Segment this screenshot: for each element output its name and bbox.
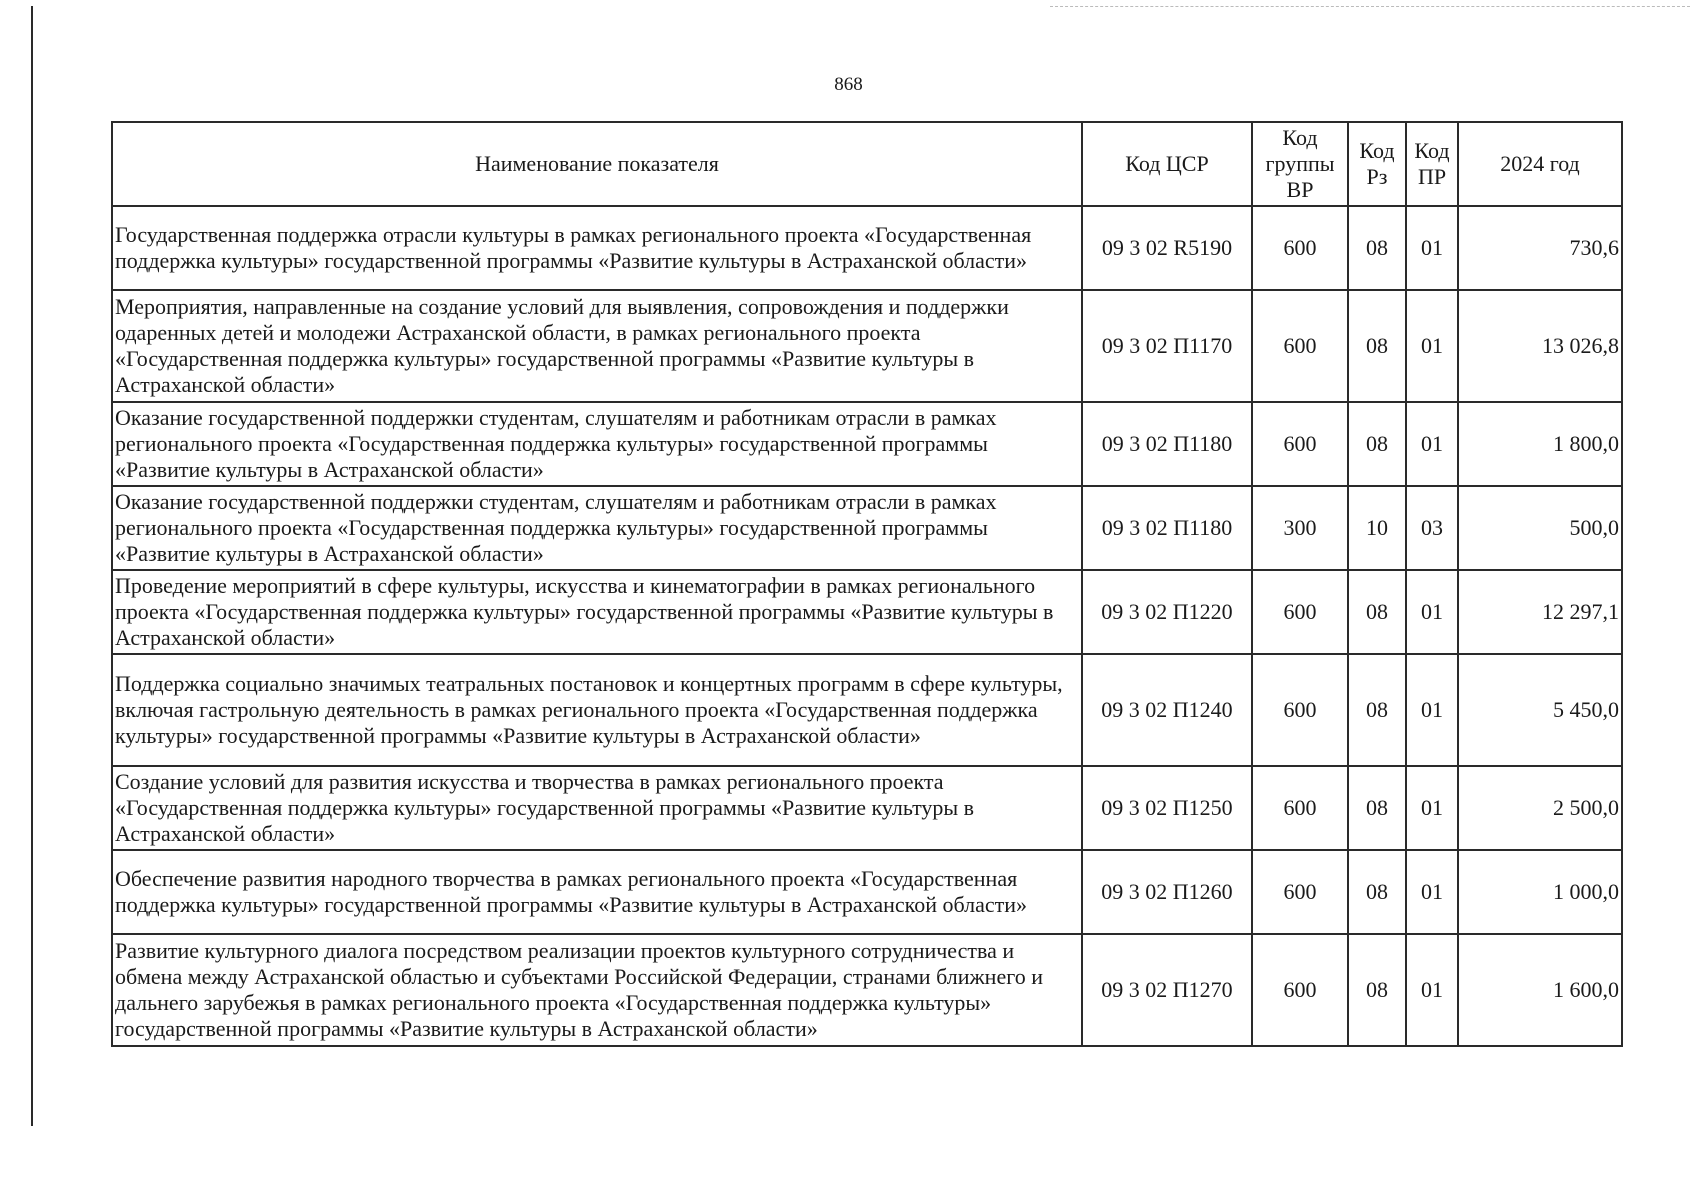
cell-vr: 600 — [1252, 206, 1348, 290]
cell-vr: 600 — [1252, 402, 1348, 486]
header-name: Наименование показателя — [112, 122, 1082, 206]
cell-amount: 730,6 — [1458, 206, 1622, 290]
cell-vr: 600 — [1252, 570, 1348, 654]
cell-vr: 600 — [1252, 290, 1348, 402]
budget-table — [111, 121, 1623, 1047]
cell-vr: 600 — [1252, 934, 1348, 1046]
table-row — [112, 290, 1622, 402]
cell-rz: 08 — [1348, 766, 1406, 850]
cell-vr: 600 — [1252, 654, 1348, 766]
cell-csr: 09 3 02 П1180 — [1082, 486, 1252, 570]
header-csr: Код ЦСР — [1082, 122, 1252, 206]
cell-name: Поддержка социально значимых театральных постановок и концертных программ в сфере культуры, включая гастрольную деятельность в рамках регионального проекта «Государственная поддержка культуры» государственной программы «Развитие культуры в Астраханской области» — [112, 654, 1082, 766]
cell-csr: 09 3 02 R5190 — [1082, 206, 1252, 290]
table-body — [112, 206, 1622, 1046]
cell-name: Мероприятия, направленные на создание условий для выявления, сопровождения и поддержки одаренных детей и молодежи Астраханской области, в рамках регионального проекта «Государственная поддержка культуры» государственной программы «Развитие культуры в Астраханской области» — [112, 290, 1082, 402]
cell-amount: 5 450,0 — [1458, 654, 1622, 766]
table-row — [112, 486, 1622, 570]
table-row — [112, 850, 1622, 934]
cell-vr: 600 — [1252, 850, 1348, 934]
cell-pr: 01 — [1406, 850, 1458, 934]
table-row — [112, 206, 1622, 290]
cell-name: Проведение мероприятий в сфере культуры, искусства и кинематографии в рамках регионального проекта «Государственная поддержка культуры» государственной программы «Развитие культуры в Астраханской области» — [112, 570, 1082, 654]
cell-rz: 08 — [1348, 934, 1406, 1046]
cell-csr: 09 3 02 П1270 — [1082, 934, 1252, 1046]
cell-amount: 2 500,0 — [1458, 766, 1622, 850]
table-row — [112, 934, 1622, 1046]
header-rz-line-2: Рз — [1366, 164, 1388, 189]
cell-name: Оказание государственной поддержки студентам, слушателям и работникам отрасли в рамках регионального проекта «Государственная поддержка культуры» государственной программы «Развитие культуры в Астраханской области» — [112, 486, 1082, 570]
cell-csr: 09 3 02 П1250 — [1082, 766, 1252, 850]
cell-name: Оказание государственной поддержки студентам, слушателям и работникам отрасли в рамках регионального проекта «Государственная поддержка культуры» государственной программы «Развитие культуры в Астраханской области» — [112, 402, 1082, 486]
cell-amount: 1 000,0 — [1458, 850, 1622, 934]
page-number: 868 — [834, 74, 863, 95]
scan-top-rule — [1050, 6, 1690, 7]
cell-csr: 09 3 02 П1220 — [1082, 570, 1252, 654]
cell-amount: 12 297,1 — [1458, 570, 1622, 654]
cell-rz: 08 — [1348, 402, 1406, 486]
header-row — [112, 122, 1622, 206]
cell-pr: 01 — [1406, 934, 1458, 1046]
cell-rz: 10 — [1348, 486, 1406, 570]
cell-rz: 08 — [1348, 570, 1406, 654]
header-rz-line-1: Код — [1359, 138, 1395, 163]
cell-pr: 01 — [1406, 402, 1458, 486]
table-row — [112, 654, 1622, 766]
header-vr-line-3: ВР — [1286, 177, 1314, 202]
header-vr-line-1: Код — [1282, 125, 1318, 150]
cell-name: Государственная поддержка отрасли культуры в рамках регионального проекта «Государственная поддержка культуры» государственной программы «Развитие культуры в Астраханской области» — [112, 206, 1082, 290]
cell-pr: 03 — [1406, 486, 1458, 570]
cell-pr: 01 — [1406, 290, 1458, 402]
header-vr — [1252, 122, 1348, 206]
cell-name: Обеспечение развития народного творчества в рамках регионального проекта «Государственная поддержка культуры» государственной программы «Развитие культуры в Астраханской области» — [112, 850, 1082, 934]
header-year: 2024 год — [1458, 122, 1622, 206]
cell-rz: 08 — [1348, 850, 1406, 934]
header-rz — [1348, 122, 1406, 206]
binding-margin-line — [31, 6, 33, 1126]
cell-name: Развитие культурного диалога посредством реализации проектов культурного сотрудничества и обмена между Астраханской областью и субъектами Российской Федерации, странами ближнего и дальнего зарубежья в рамках регионального проекта «Государственная поддержка культуры» государственной программы «Развитие культуры в Астраханской области» — [112, 934, 1082, 1046]
cell-amount: 13 026,8 — [1458, 290, 1622, 402]
cell-csr: 09 3 02 П1260 — [1082, 850, 1252, 934]
header-vr-line-2: группы — [1265, 151, 1335, 176]
cell-csr: 09 3 02 П1170 — [1082, 290, 1252, 402]
cell-amount: 1 600,0 — [1458, 934, 1622, 1046]
header-pr — [1406, 122, 1458, 206]
cell-amount: 1 800,0 — [1458, 402, 1622, 486]
cell-pr: 01 — [1406, 766, 1458, 850]
header-pr-line-1: Код — [1414, 138, 1450, 163]
cell-csr: 09 3 02 П1240 — [1082, 654, 1252, 766]
cell-name: Создание условий для развития искусства и творчества в рамках регионального проекта «Государственная поддержка культуры» государственной программы «Развитие культуры в Астраханской области» — [112, 766, 1082, 850]
table-row — [112, 402, 1622, 486]
cell-pr: 01 — [1406, 654, 1458, 766]
cell-rz: 08 — [1348, 654, 1406, 766]
cell-pr: 01 — [1406, 206, 1458, 290]
cell-rz: 08 — [1348, 206, 1406, 290]
cell-amount: 500,0 — [1458, 486, 1622, 570]
cell-rz: 08 — [1348, 290, 1406, 402]
cell-csr: 09 3 02 П1180 — [1082, 402, 1252, 486]
header-pr-line-2: ПР — [1417, 164, 1447, 189]
table-row — [112, 766, 1622, 850]
cell-pr: 01 — [1406, 570, 1458, 654]
cell-vr: 600 — [1252, 766, 1348, 850]
cell-vr: 300 — [1252, 486, 1348, 570]
table-row — [112, 570, 1622, 654]
table-header — [112, 122, 1622, 206]
